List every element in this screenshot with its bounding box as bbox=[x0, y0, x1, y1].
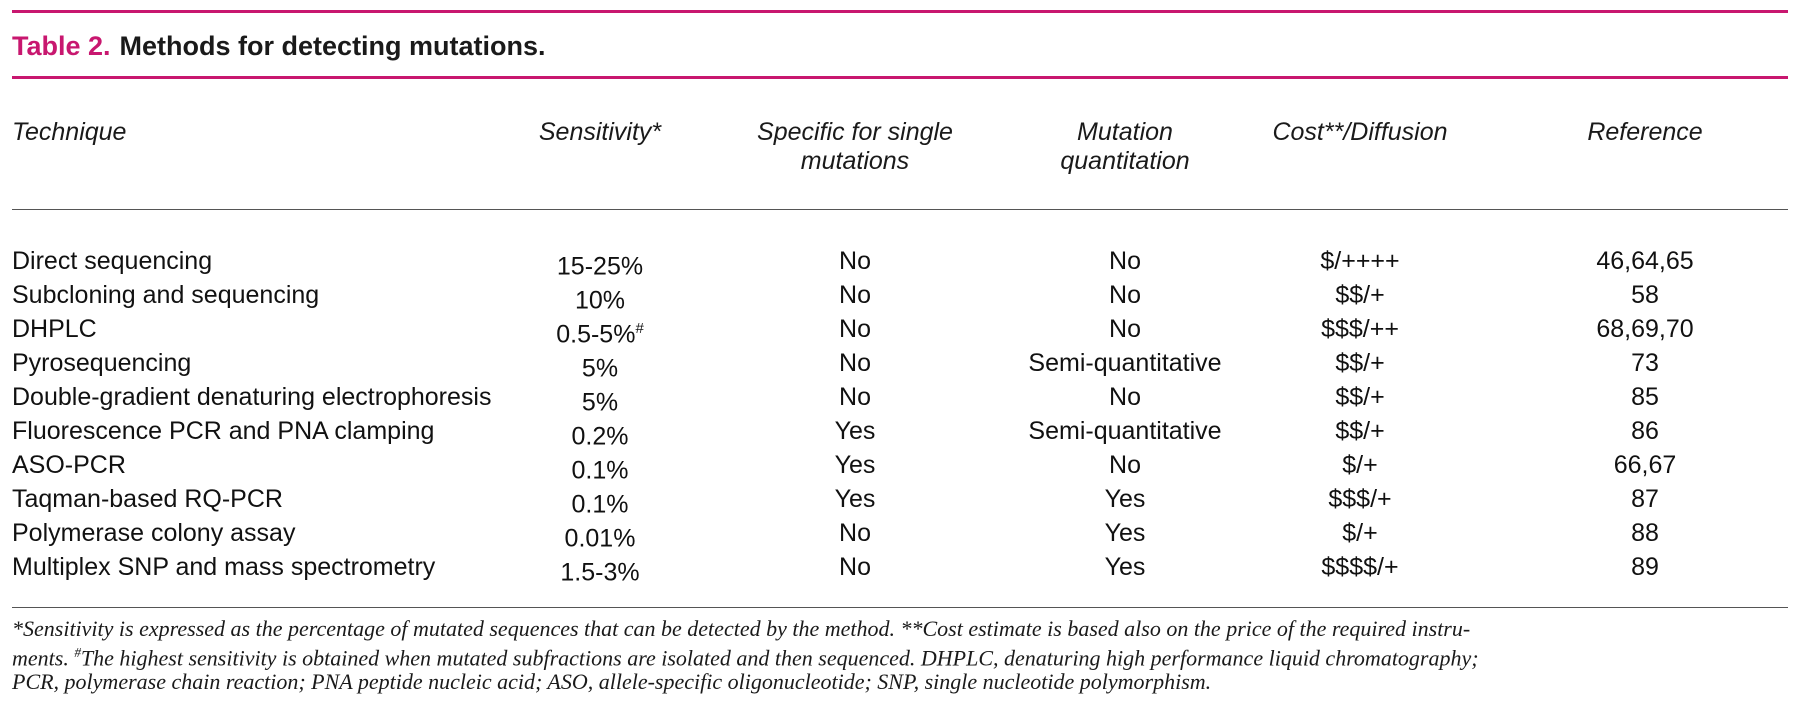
header-cost: Cost**/Diffusion bbox=[1272, 118, 1448, 146]
cell-quantitation: No bbox=[1109, 247, 1141, 275]
cell-technique: Direct sequencing bbox=[12, 247, 213, 275]
header-reference: Reference bbox=[1587, 118, 1703, 146]
table-row bbox=[0, 278, 1800, 315]
table-body bbox=[0, 244, 1800, 587]
cell-technique: Pyrosequencing bbox=[12, 349, 192, 377]
cell-cost: $$/+ bbox=[1335, 417, 1385, 445]
cell-quantitation: No bbox=[1109, 315, 1141, 343]
cell-reference: 73 bbox=[1631, 349, 1659, 377]
cell-quantitation: Semi-quantitative bbox=[1028, 417, 1222, 445]
cell-reference: 86 bbox=[1631, 417, 1659, 445]
cell-quantitation: No bbox=[1109, 281, 1141, 309]
cell-quantitation: No bbox=[1109, 451, 1141, 479]
table-row bbox=[0, 448, 1800, 485]
table-row bbox=[0, 312, 1800, 349]
header-technique: Technique bbox=[12, 118, 127, 146]
cell-sensitivity: 5% bbox=[581, 388, 619, 417]
cell-technique: Double-gradient denaturing electrophoresis bbox=[12, 383, 492, 411]
table-title: Methods for detecting mutations. bbox=[119, 30, 546, 61]
cell-specific: Yes bbox=[834, 451, 876, 479]
cell-specific: No bbox=[839, 315, 871, 343]
table-row bbox=[0, 482, 1800, 519]
table-row bbox=[0, 380, 1800, 417]
cell-cost: $/+ bbox=[1342, 519, 1378, 547]
cell-quantitation: Yes bbox=[1104, 485, 1146, 513]
cell-technique: Taqman-based RQ-PCR bbox=[12, 485, 283, 513]
cell-specific: No bbox=[839, 247, 871, 275]
cell-sensitivity: 0.1% bbox=[571, 456, 629, 485]
header-divider bbox=[12, 209, 1788, 210]
header-quantitation: Mutation quantitation bbox=[1060, 118, 1190, 175]
table-row bbox=[0, 516, 1800, 553]
cell-sensitivity: 10% bbox=[574, 286, 626, 315]
table-label: Table 2. bbox=[12, 30, 111, 61]
table-row bbox=[0, 550, 1800, 587]
cell-technique: Multiplex SNP and mass spectrometry bbox=[12, 553, 436, 581]
table-row bbox=[0, 244, 1800, 281]
cell-technique: Fluorescence PCR and PNA clamping bbox=[12, 417, 435, 445]
header-specific: Specific for single mutations bbox=[757, 118, 953, 175]
cell-sensitivity: 0.1% bbox=[571, 490, 629, 519]
cell-specific: No bbox=[839, 383, 871, 411]
cell-specific: No bbox=[839, 349, 871, 377]
cell-reference: 68,69,70 bbox=[1596, 315, 1694, 343]
cell-sensitivity: 1.5-3% bbox=[560, 558, 640, 587]
cell-cost: $$/+ bbox=[1335, 383, 1385, 411]
cell-reference: 87 bbox=[1631, 485, 1659, 513]
cell-quantitation: No bbox=[1109, 383, 1141, 411]
cell-reference: 58 bbox=[1631, 281, 1659, 309]
cell-cost: $$$$/+ bbox=[1321, 553, 1399, 581]
cell-technique: DHPLC bbox=[12, 315, 97, 343]
cell-reference: 85 bbox=[1631, 383, 1659, 411]
cell-quantitation: Semi-quantitative bbox=[1028, 349, 1222, 377]
cell-reference: 46,64,65 bbox=[1596, 247, 1694, 275]
cell-specific: No bbox=[839, 519, 871, 547]
cell-quantitation: Yes bbox=[1104, 519, 1146, 547]
top-accent-rule bbox=[12, 10, 1788, 13]
cell-sensitivity: 0.2% bbox=[571, 422, 629, 451]
footer-divider bbox=[12, 607, 1788, 608]
table-caption bbox=[12, 26, 546, 66]
cell-reference: 89 bbox=[1631, 553, 1659, 581]
cell-technique: Subcloning and sequencing bbox=[12, 281, 320, 309]
cell-cost: $$$/++ bbox=[1321, 315, 1399, 343]
cell-specific: Yes bbox=[834, 485, 876, 513]
cell-cost: $/++++ bbox=[1320, 247, 1400, 275]
table-row bbox=[0, 414, 1800, 451]
footnote-line-3: PCR, polymerase chain reaction; PNA peptide nucleic acid; ASO, allele-specific oligonucleotide; SNP, single nucleotide polymorphism. bbox=[12, 669, 1212, 695]
cell-cost: $$/+ bbox=[1335, 349, 1385, 377]
cell-quantitation: Yes bbox=[1104, 553, 1146, 581]
cell-specific: No bbox=[839, 281, 871, 309]
footnote-line-2: ments. #The highest sensitivity is obtained when mutated subfractions are isolated and then sequenced. DHPLC, denaturing high performance liquid chromatography; bbox=[12, 645, 1479, 671]
cell-specific: Yes bbox=[834, 417, 876, 445]
cell-technique: ASO-PCR bbox=[12, 451, 126, 479]
cell-cost: $/+ bbox=[1342, 451, 1378, 479]
cell-sensitivity: 15-25% bbox=[556, 252, 644, 281]
header-sensitivity: Sensitivity* bbox=[538, 118, 662, 146]
cell-reference: 88 bbox=[1631, 519, 1659, 547]
footnote-line-1: *Sensitivity is expressed as the percentage of mutated sequences that can be detected by the method. **Cost estimate is based also on the price of the required instru- bbox=[12, 616, 1471, 641]
cell-sensitivity: 0.5-5%# bbox=[556, 320, 644, 349]
cell-reference: 66,67 bbox=[1613, 451, 1677, 479]
cell-sensitivity: 5% bbox=[581, 354, 619, 383]
cell-sensitivity: 0.01% bbox=[564, 524, 636, 553]
cell-technique: Polymerase colony assay bbox=[12, 519, 296, 547]
caption-accent-rule bbox=[12, 76, 1788, 79]
cell-cost: $$/+ bbox=[1335, 281, 1385, 309]
cell-specific: No bbox=[839, 553, 871, 581]
table-row bbox=[0, 346, 1800, 383]
cell-cost: $$$/+ bbox=[1328, 485, 1392, 513]
table-footnote bbox=[12, 617, 1788, 694]
